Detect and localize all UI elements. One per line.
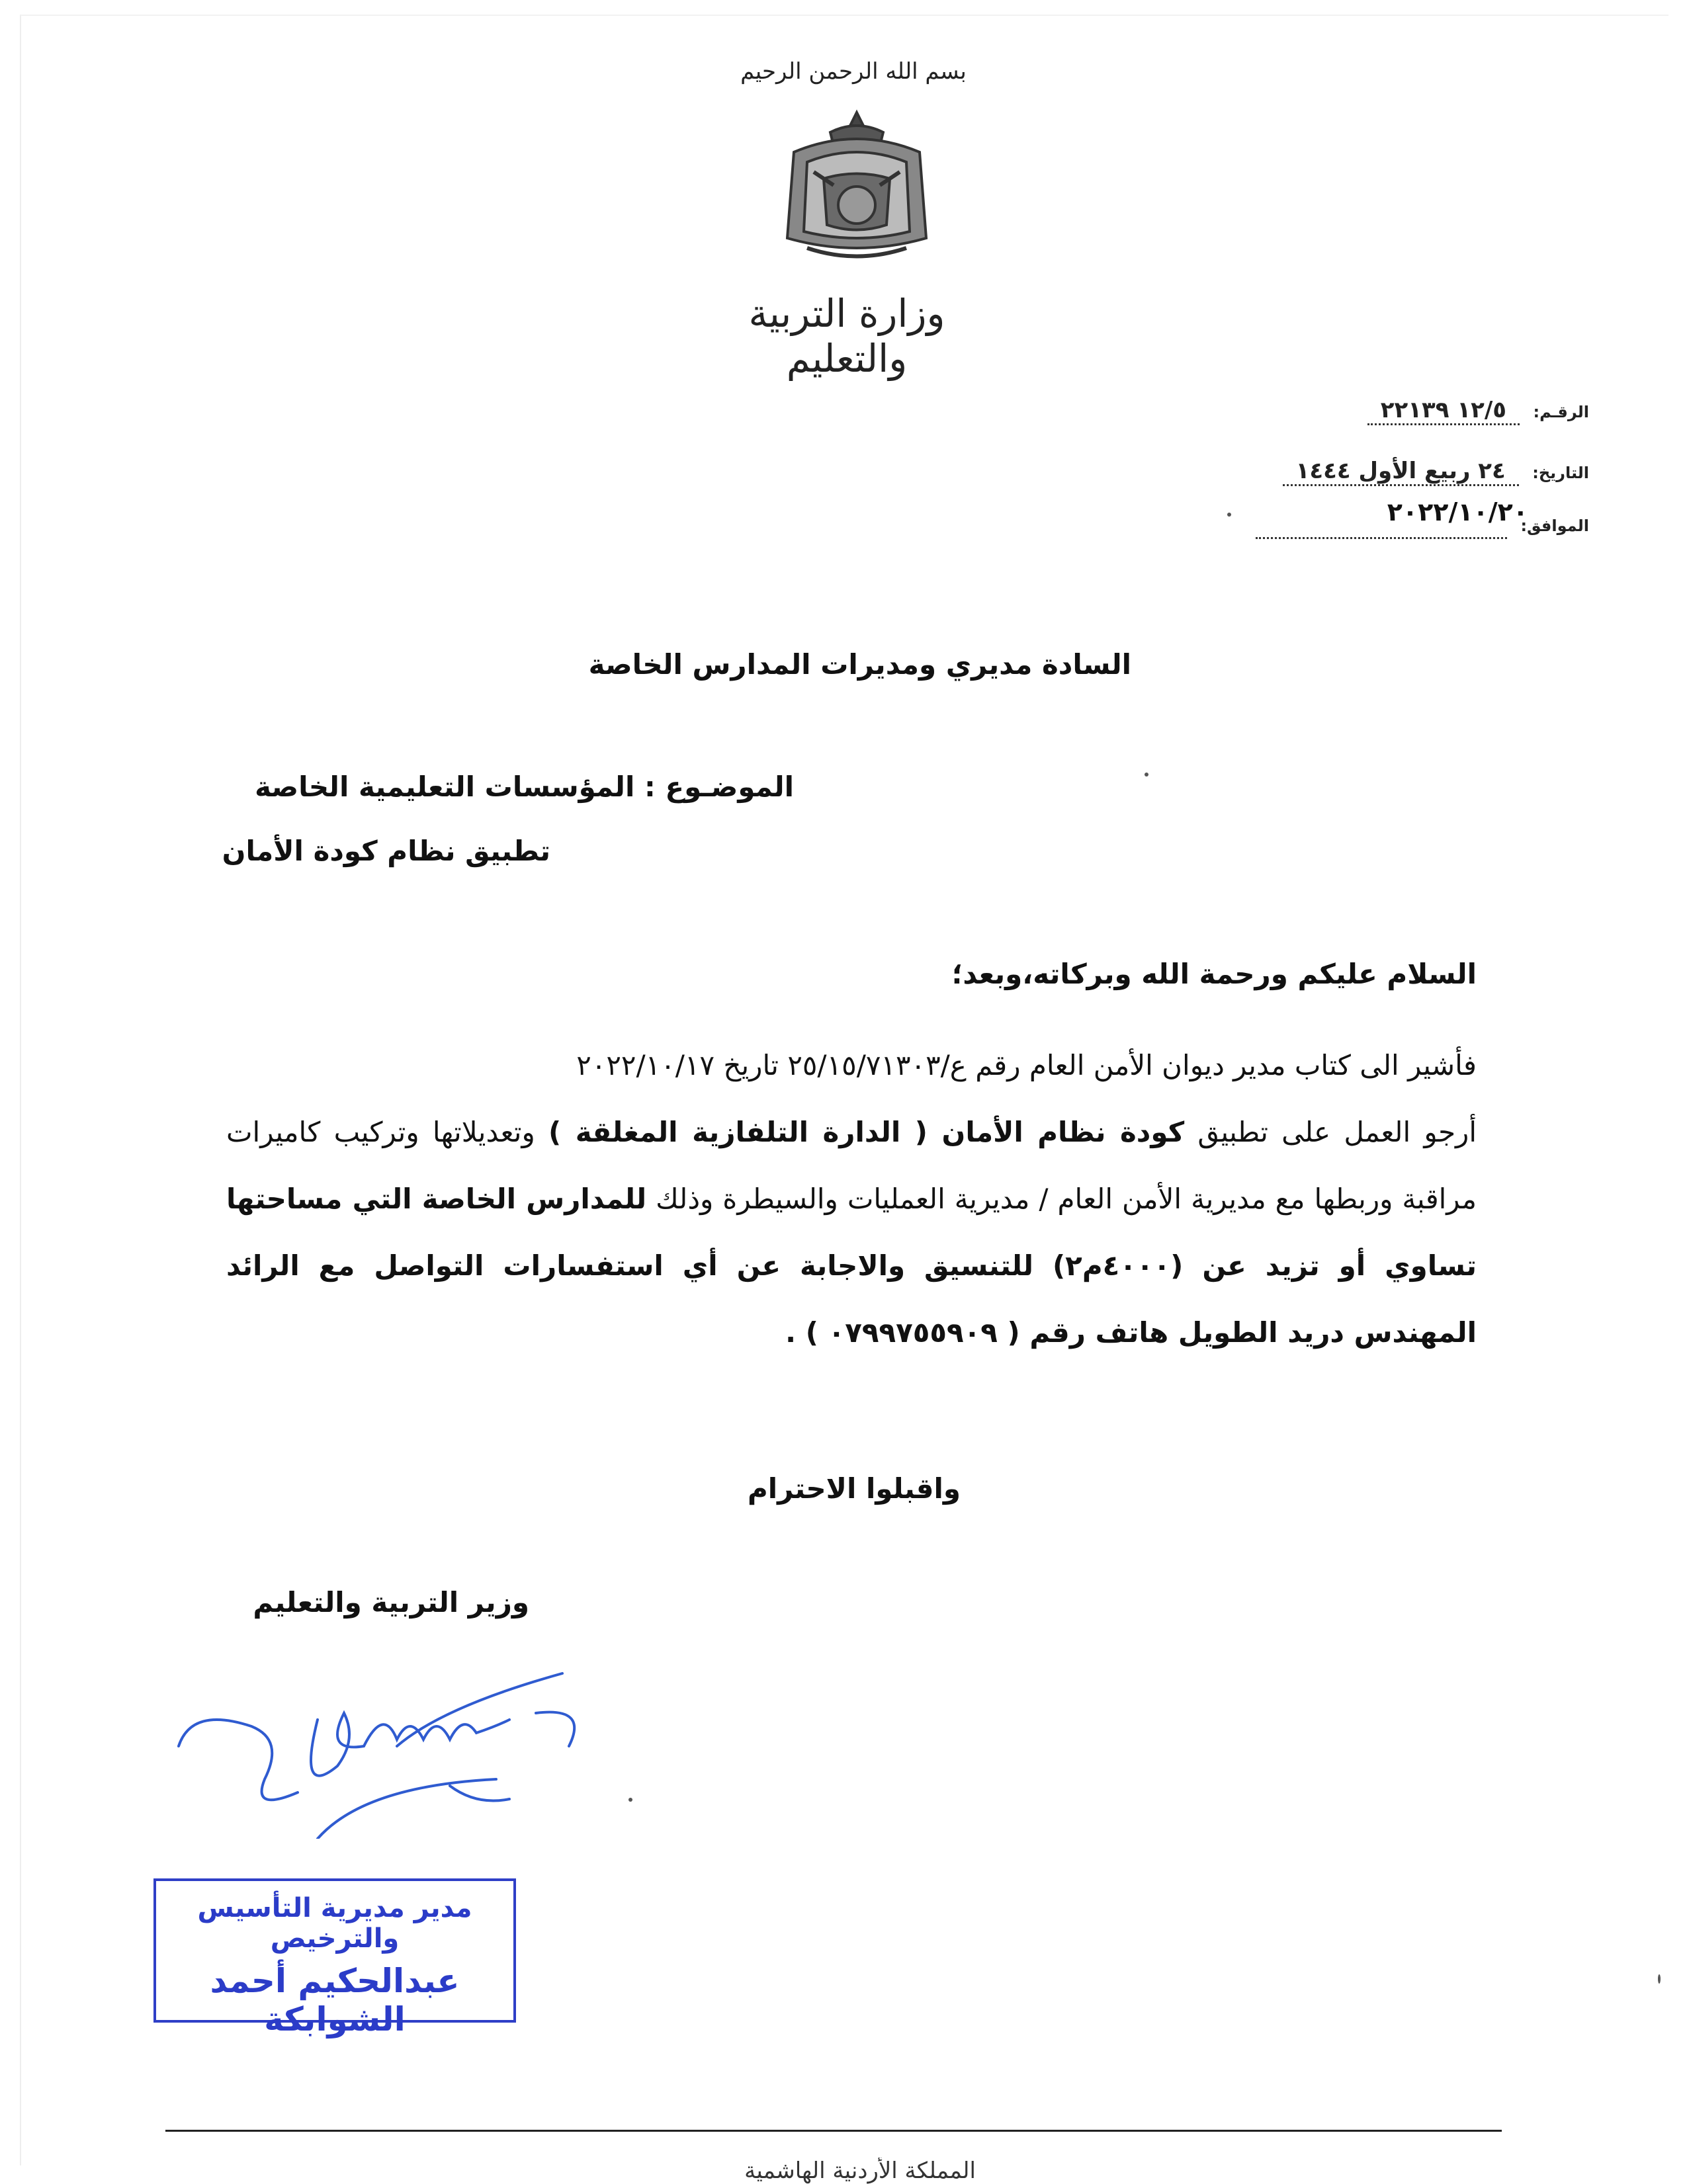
gregorian-date-label: الموافق:: [1520, 517, 1589, 535]
ministry-wordmark: وزارة التربية والتعليم: [748, 291, 945, 381]
footer-text: المملكة الأردنية الهاشمية: [744, 2158, 976, 2184]
handwritten-signature: [165, 1667, 628, 1839]
bismillah-header: بسم الله الرحمن الرحيم: [740, 58, 967, 85]
footer-divider: [165, 2130, 1502, 2132]
reference-label: الرقـم:: [1533, 403, 1589, 421]
body-p2-middle: وتعديلاتها وتركيب كاميرات مراقبة وربطها مع مديرية الأمن العام / مديرية العمليات والسيطرة وذلك: [226, 1116, 1477, 1215]
body-p2-bold-tail: للمدارس الخاصة التي مساحتها تساوي أو تزيد عن (٤٠٠٠م٢) للتنسيق والاجابة عن أي استفسارات التواصل مع الرائد المهندس دريد الطويل هاتف رقم ( ٠٧٩٩٧٥٥٩٠٩ ) .: [226, 1183, 1477, 1349]
stamp-name: عبدالحكيم أحمد الشوابكة: [210, 1962, 460, 2038]
jordan-coat-of-arms-icon: [767, 106, 946, 271]
greeting: السلام عليكم ورحمة الله وبركاته،وبعد؛: [951, 958, 1477, 990]
subject-line-1: الموضـوع : المؤسسات التعليمية الخاصة: [255, 771, 794, 803]
body-p2-code-name: كودة نظام الأمان ( الدارة التلفازية المغلقة ): [548, 1116, 1185, 1148]
gregorian-date-value: ٢٠٢٢/١٠/٢٠: [1387, 497, 1528, 526]
stamp-title: مدير مديرية التأسيس والترخيص: [197, 1893, 472, 1954]
subject-line-2: تطبيق نظام كودة الأمان: [222, 835, 550, 867]
addressee: السادة مديري ومديرات المدارس الخاصة: [588, 648, 1131, 681]
hijri-date-row: [1283, 458, 1589, 486]
official-stamp: [153, 1878, 516, 2038]
hijri-date-value: ٢٤ ربيع الأول ١٤٤٤: [1283, 458, 1519, 486]
reference-value: ١٢/٥ ٢٢١٣٩: [1367, 397, 1520, 425]
body-paragraph-1: فأشير الى كتاب مدير ديوان الأمن العام رقم ع/٢٥/١٥/٧١٣٠٣ تاريخ ٢٠٢٢/١٠/١٧: [576, 1049, 1477, 1081]
signatory-title: وزير التربية والتعليم: [253, 1586, 529, 1618]
body-p2-intro: أرجو العمل على تطبيق: [1197, 1116, 1477, 1148]
closing: واقبلوا الاحترام: [747, 1472, 961, 1505]
letter-body: [226, 1032, 1477, 1366]
body-paragraph-2: [226, 1099, 1477, 1366]
reference-number-row: [1367, 397, 1589, 425]
hijri-date-label: التاريخ:: [1532, 464, 1589, 482]
